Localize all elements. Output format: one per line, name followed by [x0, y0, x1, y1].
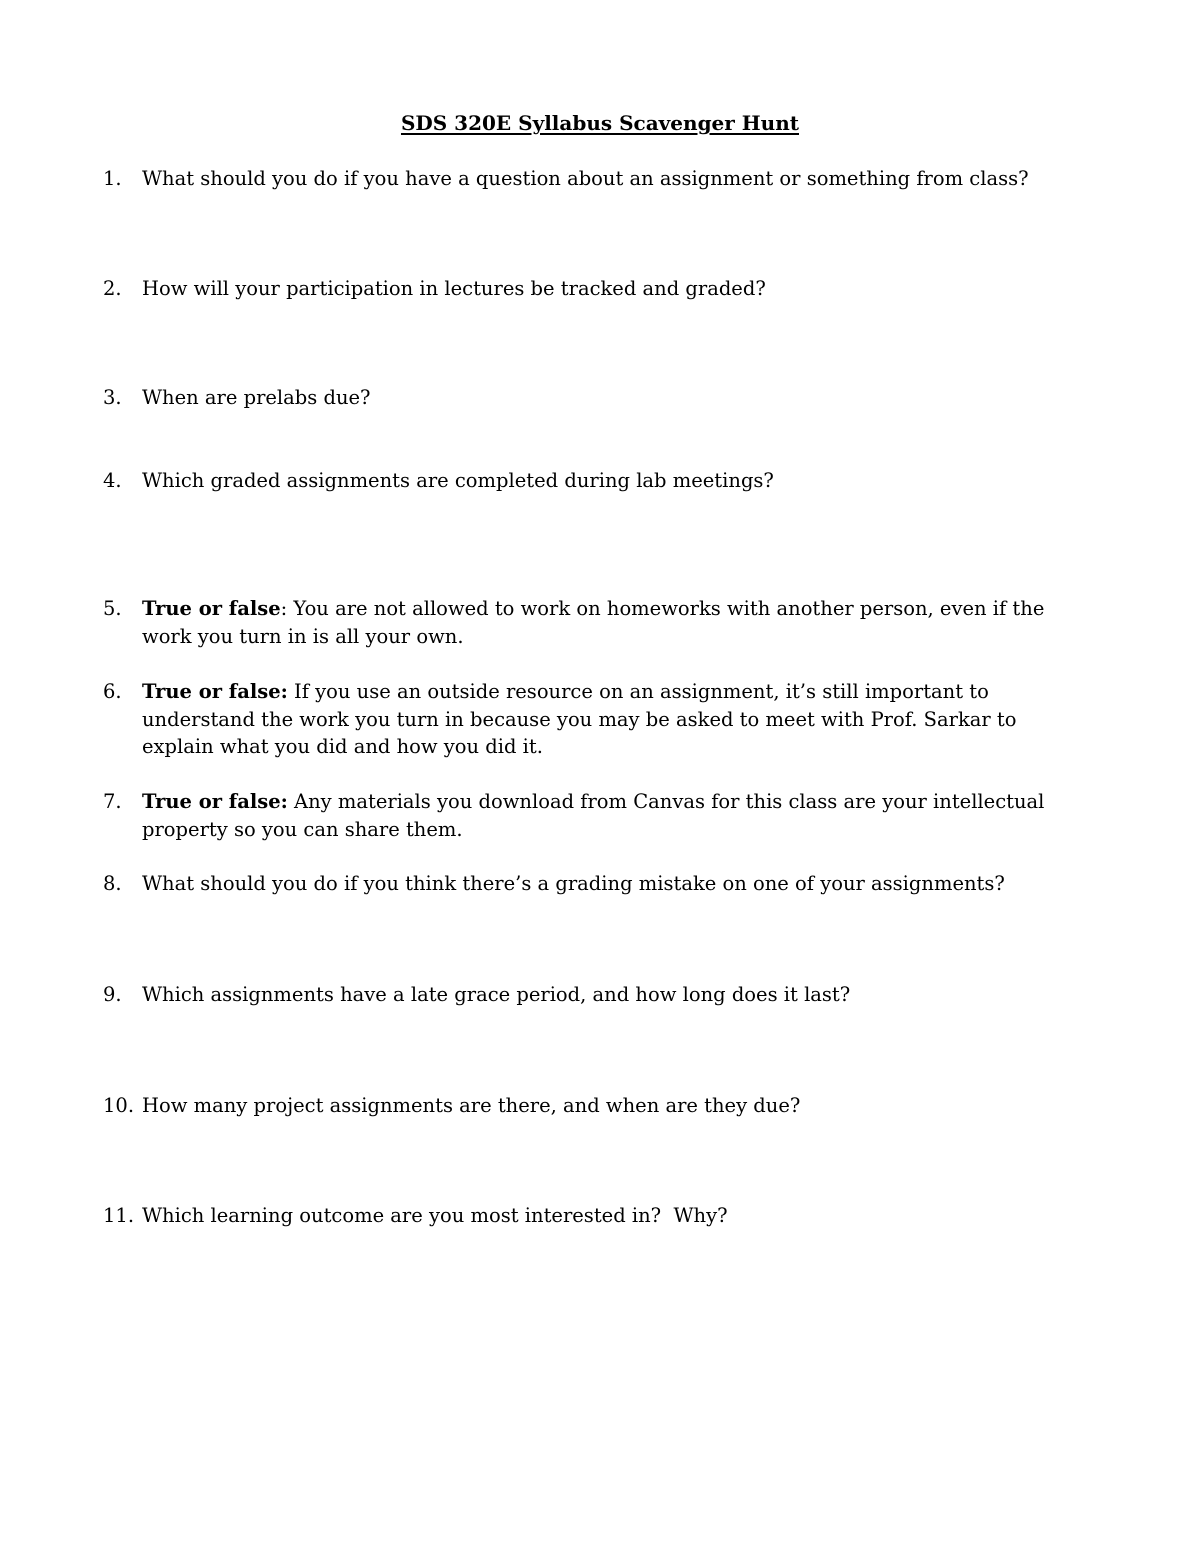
question-text	[142, 981, 1083, 1009]
question-5	[103, 595, 1083, 650]
question-line: What should you do if you think there’s a grading mistake on one of your assignments?	[142, 872, 1005, 895]
question-text	[142, 678, 1083, 761]
true-or-false-label: True or false	[142, 597, 281, 620]
question-number: 2.	[103, 277, 122, 300]
question-number: 11.	[103, 1204, 135, 1227]
question-number: 10.	[103, 1094, 135, 1117]
question-text	[142, 165, 1083, 193]
question-4	[103, 467, 1083, 495]
question-11	[103, 1202, 1083, 1230]
question-8	[103, 870, 1083, 898]
question-line	[142, 788, 1083, 816]
question-number: 7.	[103, 790, 122, 813]
question-number: 5.	[103, 597, 122, 620]
document-title: SDS 320E Syllabus Scavenger Hunt	[400, 111, 799, 135]
question-text	[142, 788, 1083, 843]
question-line: How many project assignments are there, and when are they due?	[142, 1094, 801, 1117]
question-text	[142, 1092, 1083, 1120]
question-line: work you turn in is all your own.	[142, 624, 464, 648]
question-line: Which graded assignments are completed during lab meetings?	[142, 469, 774, 492]
question-2	[103, 275, 1083, 303]
question-number: 1.	[103, 167, 122, 190]
question-3	[103, 384, 1083, 412]
true-or-false-label: True or false:	[142, 790, 288, 813]
question-line	[142, 595, 1083, 623]
question-line-text: Any materials you download from Canvas for this class are your intellectual	[287, 790, 1045, 813]
question-number: 4.	[103, 469, 122, 492]
question-line: How will your participation in lectures be tracked and graded?	[142, 277, 766, 300]
question-line: What should you do if you have a question about an assignment or something from class?	[142, 167, 1029, 190]
question-1	[103, 165, 1083, 193]
question-line: When are prelabs due?	[142, 386, 371, 409]
question-number: 6.	[103, 680, 122, 703]
question-number: 8.	[103, 872, 122, 895]
question-text	[142, 275, 1083, 303]
question-line: understand the work you turn in because you may be asked to meet with Prof. Sarkar to	[142, 707, 1017, 731]
true-or-false-label: True or false:	[142, 680, 288, 703]
question-text	[142, 1202, 1083, 1230]
question-line-text: : You are not allowed to work on homeworks with another person, even if the	[280, 597, 1045, 620]
question-text	[142, 870, 1083, 898]
question-7	[103, 788, 1083, 843]
question-10	[103, 1092, 1083, 1120]
question-number: 3.	[103, 386, 122, 409]
question-line: Which assignments have a late grace period, and how long does it last?	[142, 983, 851, 1006]
question-text	[142, 467, 1083, 495]
question-line: explain what you did and how you did it.	[142, 735, 543, 759]
question-9	[103, 981, 1083, 1009]
question-number: 9.	[103, 983, 122, 1006]
question-line: Which learning outcome are you most interested in? Why?	[142, 1204, 728, 1227]
question-line	[142, 678, 1083, 706]
question-line-text: If you use an outside resource on an assignment, it’s still important to	[287, 680, 989, 703]
question-line: property so you can share them.	[142, 817, 463, 841]
question-6	[103, 678, 1083, 761]
question-text	[142, 384, 1083, 412]
question-text	[142, 595, 1083, 650]
